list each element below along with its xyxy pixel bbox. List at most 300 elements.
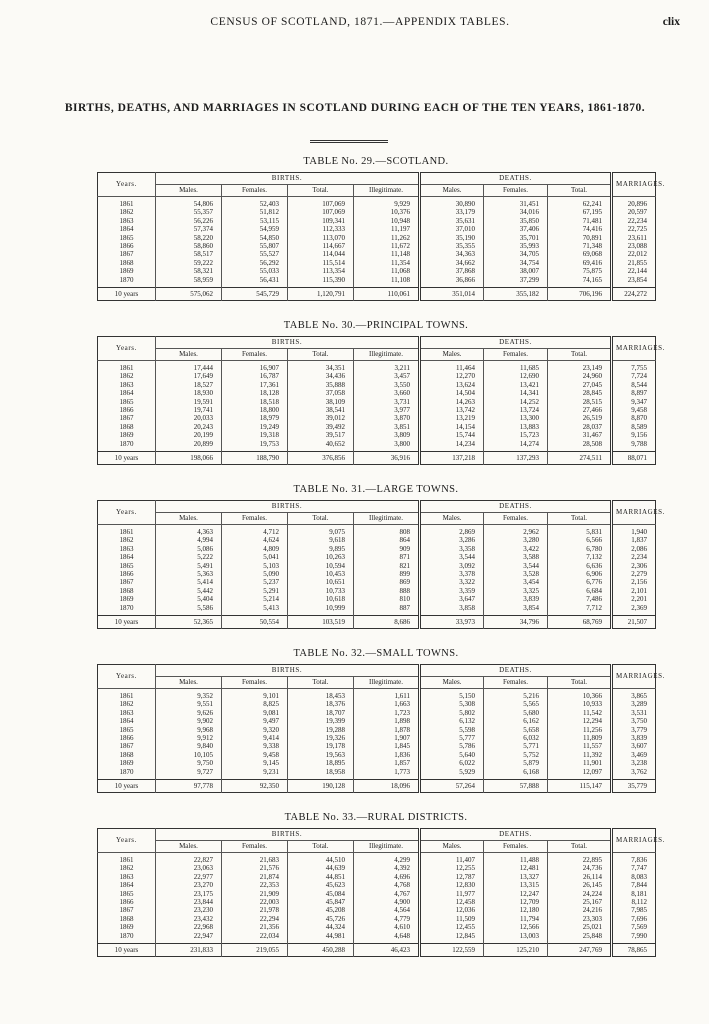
year-cell: 1866 [119,734,134,743]
year-cell: 1862 [119,864,134,873]
value-cell: 9,231 [222,768,288,780]
value-cell: 12,566 [484,923,548,931]
value-cell: 22,003 [222,898,288,906]
value-cell: 5,802 [420,709,484,717]
year-cell: 1864 [119,553,134,562]
total-cell: 122,559 [420,944,484,957]
table-row [98,250,656,258]
value-cell: 55,357 [156,208,222,216]
value-cell: 7,990 [612,932,656,944]
value-cell: 4,712 [222,525,288,537]
value-cell: 9,347 [612,398,656,406]
value-cell: 3,378 [420,570,484,578]
table-row [98,197,656,209]
value-cell: 9,788 [612,440,656,452]
value-cell: 35,993 [484,242,548,250]
total-cell: 33,973 [420,616,484,629]
value-cell: 13,421 [484,381,548,389]
value-cell: 22,034 [222,932,288,944]
value-cell: 4,648 [354,932,420,944]
value-cell: 5,777 [420,734,484,742]
year-cell: 1865 [119,725,134,734]
value-cell: 6,684 [548,587,612,595]
value-cell: 6,022 [420,759,484,767]
value-cell: 6,566 [548,536,612,544]
years-header: Years. [98,173,156,197]
value-cell: 7,747 [612,864,656,872]
value-cell: 3,870 [354,414,420,422]
year-cell: 1869 [119,923,134,932]
value-cell: 13,883 [484,423,548,431]
value-cell: 26,519 [548,414,612,422]
total-cell: 575,062 [156,288,222,301]
deaths-males-header: Males. [420,349,484,361]
value-cell: 10,594 [288,562,354,570]
deaths-females-header: Females. [484,349,548,361]
births-illegitimate-header: Illegitimate. [354,513,420,525]
year-cell: 1867 [119,906,134,915]
value-cell: 3,286 [420,536,484,544]
value-cell: 31,467 [548,431,612,439]
value-cell: 12,690 [484,372,548,380]
total-cell: 450,288 [288,944,354,957]
value-cell: 20,896 [612,197,656,209]
value-cell: 58,220 [156,234,222,242]
year-cell: 1867 [119,414,134,423]
value-cell: 10,733 [288,587,354,595]
value-cell: 2,101 [612,587,656,595]
value-cell: 3,839 [612,734,656,742]
total-cell: 376,856 [288,452,354,465]
value-cell: 12,270 [420,372,484,380]
value-cell: 39,492 [288,423,354,431]
table-row [98,726,656,734]
year-cell: 1870 [119,931,134,940]
value-cell: 1,845 [354,742,420,750]
value-cell: 5,308 [420,700,484,708]
value-cell: 2,279 [612,570,656,578]
value-cell: 9,156 [612,431,656,439]
deaths-males-header: Males. [420,185,484,197]
value-cell: 58,860 [156,242,222,250]
total-label: 10 years [98,944,156,957]
value-cell: 5,363 [156,570,222,578]
value-cell: 4,809 [222,545,288,553]
deaths-header: DEATHS. [420,173,612,185]
value-cell: 74,416 [548,225,612,233]
value-cell: 3,550 [354,381,420,389]
value-cell: 9,101 [222,689,288,701]
value-cell: 25,167 [548,898,612,906]
table-row [98,562,656,570]
value-cell: 9,145 [222,759,288,767]
table-row [98,242,656,250]
births-header: BIRTHS. [156,173,420,185]
value-cell: 45,084 [288,890,354,898]
value-cell: 3,800 [354,440,420,452]
total-cell: 57,888 [484,780,548,793]
value-cell: 2,306 [612,562,656,570]
value-cell: 21,874 [222,873,288,881]
value-cell: 17,361 [222,381,288,389]
years-header: Years. [98,501,156,525]
value-cell: 12,787 [420,873,484,881]
table-caption: TABLE No. 32.—SMALL TOWNS. [293,648,459,659]
table-row [98,873,656,881]
births-header: BIRTHS. [156,829,420,841]
value-cell: 6,132 [420,717,484,725]
value-cell: 23,175 [156,890,222,898]
value-cell: 3,358 [420,545,484,553]
value-cell: 8,083 [612,873,656,881]
table-row [98,717,656,725]
value-cell: 5,413 [222,604,288,616]
value-cell: 8,870 [612,414,656,422]
value-cell: 899 [354,570,420,578]
year-cell: 1864 [119,881,134,890]
value-cell: 37,299 [484,276,548,288]
value-cell: 9,626 [156,709,222,717]
value-cell: 9,929 [354,197,420,209]
births-females-header: Females. [222,677,288,689]
value-cell: 28,845 [548,389,612,397]
value-cell: 18,527 [156,381,222,389]
value-cell: 37,010 [420,225,484,233]
value-cell: 4,299 [354,853,420,865]
value-cell: 8,181 [612,890,656,898]
value-cell: 810 [354,595,420,603]
total-label: 10 years [98,452,156,465]
value-cell: 5,404 [156,595,222,603]
value-cell: 35,190 [420,234,484,242]
table-row [98,700,656,708]
value-cell: 34,754 [484,259,548,267]
value-cell: 2,156 [612,578,656,586]
total-cell: 34,796 [484,616,548,629]
table-row [98,234,656,242]
value-cell: 17,444 [156,361,222,373]
page-number: clix [662,16,680,28]
value-cell: 4,768 [354,881,420,889]
value-cell: 887 [354,604,420,616]
value-cell: 38,109 [288,398,354,406]
value-cell: 20,243 [156,423,222,431]
value-cell: 27,045 [548,381,612,389]
value-cell: 8,589 [612,423,656,431]
value-cell: 11,108 [354,276,420,288]
total-cell: 97,778 [156,780,222,793]
year-cell: 1869 [119,267,134,276]
deaths-total-header: Total. [548,513,612,525]
value-cell: 2,869 [420,525,484,537]
value-cell: 39,012 [288,414,354,422]
value-cell: 19,288 [288,726,354,734]
year-cell: 1870 [119,275,134,284]
total-cell: 57,264 [420,780,484,793]
value-cell: 18,518 [222,398,288,406]
value-cell: 3,839 [484,595,548,603]
value-cell: 56,226 [156,217,222,225]
value-cell: 54,850 [222,234,288,242]
value-cell: 18,128 [222,389,288,397]
value-cell: 34,662 [420,259,484,267]
table-row [98,440,656,452]
value-cell: 4,564 [354,906,420,914]
total-cell: 190,128 [288,780,354,793]
value-cell: 3,977 [354,406,420,414]
table-row [98,853,656,865]
value-cell: 34,363 [420,250,484,258]
value-cell: 24,736 [548,864,612,872]
births-males-header: Males. [156,677,222,689]
value-cell: 3,809 [354,431,420,439]
births-total-header: Total. [288,349,354,361]
value-cell: 31,451 [484,197,548,209]
total-cell: 706,196 [548,288,612,301]
value-cell: 864 [354,536,420,544]
value-cell: 14,234 [420,440,484,452]
deaths-total-header: Total. [548,841,612,853]
value-cell: 7,985 [612,906,656,914]
value-cell: 3,325 [484,587,548,595]
table-block [97,808,666,957]
value-cell: 71,348 [548,242,612,250]
table-row [98,431,656,439]
deaths-header: DEATHS. [420,337,612,349]
value-cell: 6,776 [548,578,612,586]
value-cell: 114,044 [288,250,354,258]
value-cell: 5,216 [484,689,548,701]
value-cell: 44,981 [288,932,354,944]
value-cell: 12,036 [420,906,484,914]
marriages-header: MARRIAGES. [612,501,656,525]
year-cell: 1864 [119,389,134,398]
total-cell: 68,769 [548,616,612,629]
value-cell: 9,895 [288,545,354,553]
value-cell: 11,197 [354,225,420,233]
value-cell: 52,403 [222,197,288,209]
births-illegitimate-header: Illegitimate. [354,841,420,853]
value-cell: 44,851 [288,873,354,881]
year-cell: 1862 [119,700,134,709]
total-row [98,780,656,793]
value-cell: 2,086 [612,545,656,553]
value-cell: 18,895 [288,759,354,767]
value-cell: 13,327 [484,873,548,881]
value-cell: 19,399 [288,717,354,725]
value-cell: 19,178 [288,742,354,750]
value-cell: 7,724 [612,372,656,380]
value-cell: 19,753 [222,440,288,452]
year-cell: 1861 [119,528,134,536]
value-cell: 10,618 [288,595,354,603]
total-cell: 137,218 [420,452,484,465]
value-cell: 26,114 [548,873,612,881]
value-cell: 869 [354,578,420,586]
value-cell: 3,289 [612,700,656,708]
value-cell: 115,390 [288,276,354,288]
data-table [97,828,666,957]
total-cell: 231,833 [156,944,222,957]
value-cell: 10,376 [354,208,420,216]
value-cell: 28,037 [548,423,612,431]
value-cell: 13,624 [420,381,484,389]
value-cell: 75,875 [548,267,612,275]
value-cell: 13,742 [420,406,484,414]
table-row [98,406,656,414]
value-cell: 23,063 [156,864,222,872]
value-cell: 56,292 [222,259,288,267]
value-cell: 22,353 [222,881,288,889]
value-cell: 1,836 [354,751,420,759]
value-cell: 14,154 [420,423,484,431]
value-cell: 1,837 [612,536,656,544]
value-cell: 18,958 [288,768,354,780]
value-cell: 54,806 [156,197,222,209]
value-cell: 27,466 [548,406,612,414]
value-cell: 4,767 [354,890,420,898]
value-cell: 7,696 [612,915,656,923]
table-row [98,709,656,717]
value-cell: 18,707 [288,709,354,717]
value-cell: 22,968 [156,923,222,931]
value-cell: 12,097 [548,768,612,780]
value-cell: 5,090 [222,570,288,578]
total-cell: 274,511 [548,452,612,465]
table-row [98,932,656,944]
total-cell: 545,729 [222,288,288,301]
value-cell: 12,830 [420,881,484,889]
table-row [98,414,656,422]
value-cell: 45,847 [288,898,354,906]
value-cell: 23,230 [156,906,222,914]
value-cell: 18,376 [288,700,354,708]
value-cell: 9,912 [156,734,222,742]
table-row [98,587,656,595]
value-cell: 45,623 [288,881,354,889]
value-cell: 1,663 [354,700,420,708]
value-cell: 38,007 [484,267,548,275]
year-cell: 1866 [119,406,134,415]
total-cell: 1,120,791 [288,288,354,301]
title-rule [310,140,388,143]
value-cell: 23,844 [156,898,222,906]
data-table [97,500,666,629]
table-row [98,742,656,750]
value-cell: 22,827 [156,853,222,865]
table-row [98,906,656,914]
value-cell: 23,432 [156,915,222,923]
table-row [98,225,656,233]
value-cell: 19,318 [222,431,288,439]
value-cell: 7,836 [612,853,656,865]
table-row [98,553,656,561]
value-cell: 3,607 [612,742,656,750]
value-cell: 6,032 [484,734,548,742]
value-cell: 9,414 [222,734,288,742]
total-label: 10 years [98,780,156,793]
total-cell: 115,147 [548,780,612,793]
value-cell: 9,727 [156,768,222,780]
value-cell: 3,280 [484,536,548,544]
value-cell: 14,263 [420,398,484,406]
year-cell: 1866 [119,898,134,907]
value-cell: 18,930 [156,389,222,397]
value-cell: 5,491 [156,562,222,570]
value-cell: 5,442 [156,587,222,595]
value-cell: 7,712 [548,604,612,616]
total-cell: 219,055 [222,944,288,957]
value-cell: 821 [354,562,420,570]
total-cell: 18,096 [354,780,420,793]
value-cell: 22,012 [612,250,656,258]
value-cell: 23,270 [156,881,222,889]
value-cell: 113,354 [288,267,354,275]
years-header: Years. [98,337,156,361]
data-table [97,664,666,793]
value-cell: 33,179 [420,208,484,216]
value-cell: 112,333 [288,225,354,233]
value-cell: 62,241 [548,197,612,209]
table-row [98,423,656,431]
value-cell: 1,773 [354,768,420,780]
value-cell: 2,201 [612,595,656,603]
years-header: Years. [98,829,156,853]
value-cell: 3,854 [484,604,548,616]
table-row [98,604,656,616]
value-cell: 59,222 [156,259,222,267]
value-cell: 19,326 [288,734,354,742]
value-cell: 3,762 [612,768,656,780]
value-cell: 8,897 [612,389,656,397]
value-cell: 3,469 [612,751,656,759]
value-cell: 9,750 [156,759,222,767]
value-cell: 5,752 [484,751,548,759]
value-cell: 1,878 [354,726,420,734]
value-cell: 10,948 [354,217,420,225]
value-cell: 11,542 [548,709,612,717]
value-cell: 9,968 [156,726,222,734]
value-cell: 14,274 [484,440,548,452]
value-cell: 20,033 [156,414,222,422]
total-cell: 52,365 [156,616,222,629]
value-cell: 4,779 [354,915,420,923]
value-cell: 7,132 [548,553,612,561]
value-cell: 12,455 [420,923,484,931]
value-cell: 22,947 [156,932,222,944]
value-cell: 34,705 [484,250,548,258]
value-cell: 18,453 [288,689,354,701]
value-cell: 15,723 [484,431,548,439]
year-cell: 1863 [119,872,134,881]
value-cell: 9,338 [222,742,288,750]
value-cell: 12,481 [484,864,548,872]
table-row [98,276,656,288]
year-cell: 1870 [119,439,134,448]
deaths-males-header: Males. [420,513,484,525]
total-cell: 35,779 [612,780,656,793]
value-cell: 3,750 [612,717,656,725]
value-cell: 11,262 [354,234,420,242]
value-cell: 40,652 [288,440,354,452]
value-cell: 12,845 [420,932,484,944]
value-cell: 3,454 [484,578,548,586]
value-cell: 23,149 [548,361,612,373]
value-cell: 11,509 [420,915,484,923]
births-females-header: Females. [222,841,288,853]
value-cell: 11,464 [420,361,484,373]
value-cell: 9,320 [222,726,288,734]
